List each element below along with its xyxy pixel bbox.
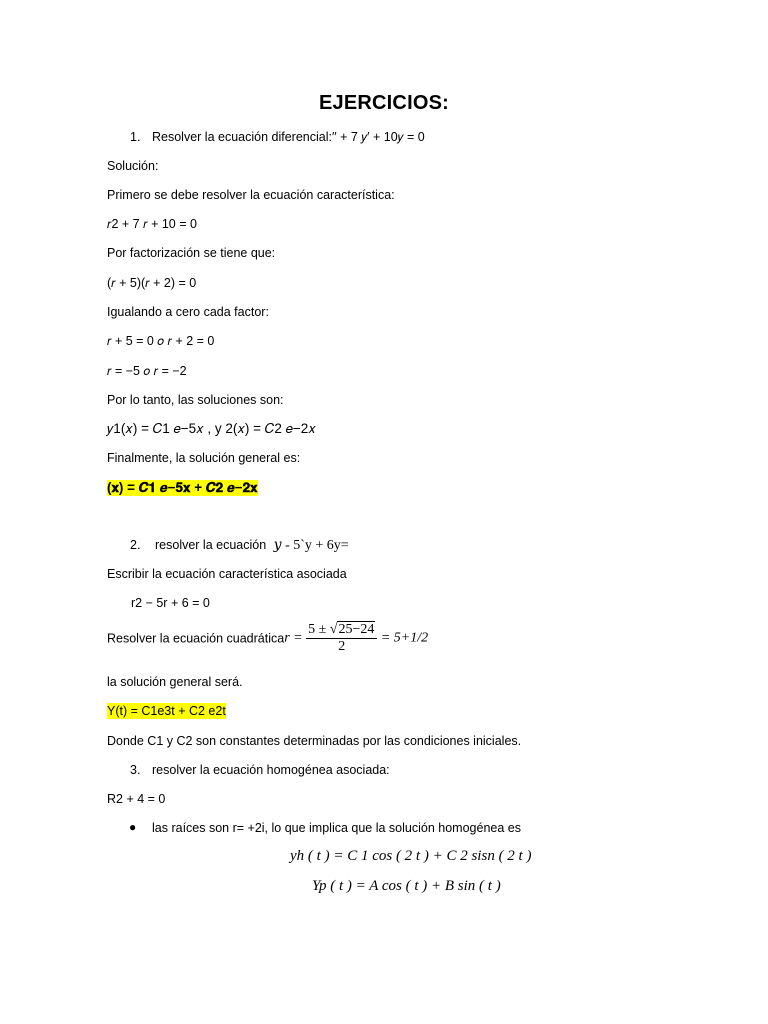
quadratic-line — [107, 622, 428, 655]
primero-text: Primero se debe resolver la ecuación característica: — [107, 188, 395, 202]
general-solution-2: Y(t) = C1e3t + C2 e2t — [107, 704, 226, 718]
exercise-1-statement: Resolver la ecuación diferencial:′′ + 7 𝑦′ + 10𝑦 = 0 — [152, 130, 425, 144]
solucion-label: Solución: — [107, 159, 159, 173]
homogeneous-equation: R2 + 4 = 0 — [107, 792, 166, 806]
por-lo-tanto-text: Por lo tanto, las soluciones son: — [107, 393, 284, 407]
homogeneous-solution: yh ( t ) = C 1 cos ( 2 t ) + C 2 sisn ( 2 t ) — [290, 848, 532, 864]
escribir-text: Escribir la ecuación característica asociada — [107, 567, 347, 581]
sqrt-content: 25−24 — [338, 622, 375, 637]
exercise-2-prefix: resolver la ecuación — [155, 538, 267, 552]
characteristic-equation: 𝑟2 + 7 𝑟 + 10 = 0 — [107, 217, 197, 231]
factors-line: 𝑟 + 5 = 0 𝑜 𝑟 + 2 = 0 — [107, 334, 215, 348]
quadratic-fraction — [306, 622, 377, 655]
factored-equation: (𝑟 + 5)(𝑟 + 2) = 0 — [107, 276, 197, 290]
exercise-2-statement — [155, 537, 349, 554]
numerator-prefix: 5 ± — [308, 622, 330, 637]
exercise-3-statement: resolver la ecuación homogénea asociada: — [152, 763, 390, 777]
solucion-general-text: la solución general será. — [107, 675, 243, 689]
page-title: EJERCICIOS: — [318, 92, 449, 114]
exercise-1-number: 1. — [130, 130, 141, 144]
igualando-text: Igualando a cero cada factor: — [107, 305, 269, 319]
quadratic-rhs: = 5+1/2 — [380, 630, 429, 646]
characteristic-equation-2: r2 − 5r + 6 = 0 — [131, 596, 210, 610]
finalmente-text: Finalmente, la solución general es: — [107, 451, 301, 465]
donde-text: Donde C1 y C2 son constantes determinadas por las condiciones iniciales. — [107, 734, 522, 748]
fraction-numerator: 5 ± √25−24 — [306, 622, 377, 639]
factorizacion-text: Por factorización se tiene que: — [107, 246, 276, 260]
fraction-denominator: 2 — [338, 639, 346, 654]
exercise-3-number: 3. — [130, 763, 141, 777]
roots-line: 𝑟 = −5 𝑜 𝑟 = −2 — [107, 364, 187, 378]
particular-solution: Yp ( t ) = A cos ( t ) + B sin ( t ) — [312, 878, 501, 894]
resolver-label: Resolver la ecuación cuadrática — [107, 631, 285, 646]
bullet-icon: ● — [129, 820, 137, 834]
quadratic-lhs: r = — [284, 630, 303, 646]
general-solution-1: (𝐱) = 𝑪𝟏 𝒆−𝟓𝐱 + 𝑪𝟐 𝒆−𝟐𝐱 — [107, 480, 258, 495]
bullet-text: las raíces son r= +2i, lo que implica que la solución homogénea es — [152, 821, 521, 835]
solutions-line: 𝑦1(𝑥) = 𝐶1 𝑒−5𝑥 , y 2(𝑥) = 𝐶2 𝑒−2𝑥 — [107, 421, 316, 436]
exercise-2-math: 𝑦 - 5`y + 6y= — [273, 538, 349, 553]
exercise-2-number: 2. — [130, 538, 141, 552]
